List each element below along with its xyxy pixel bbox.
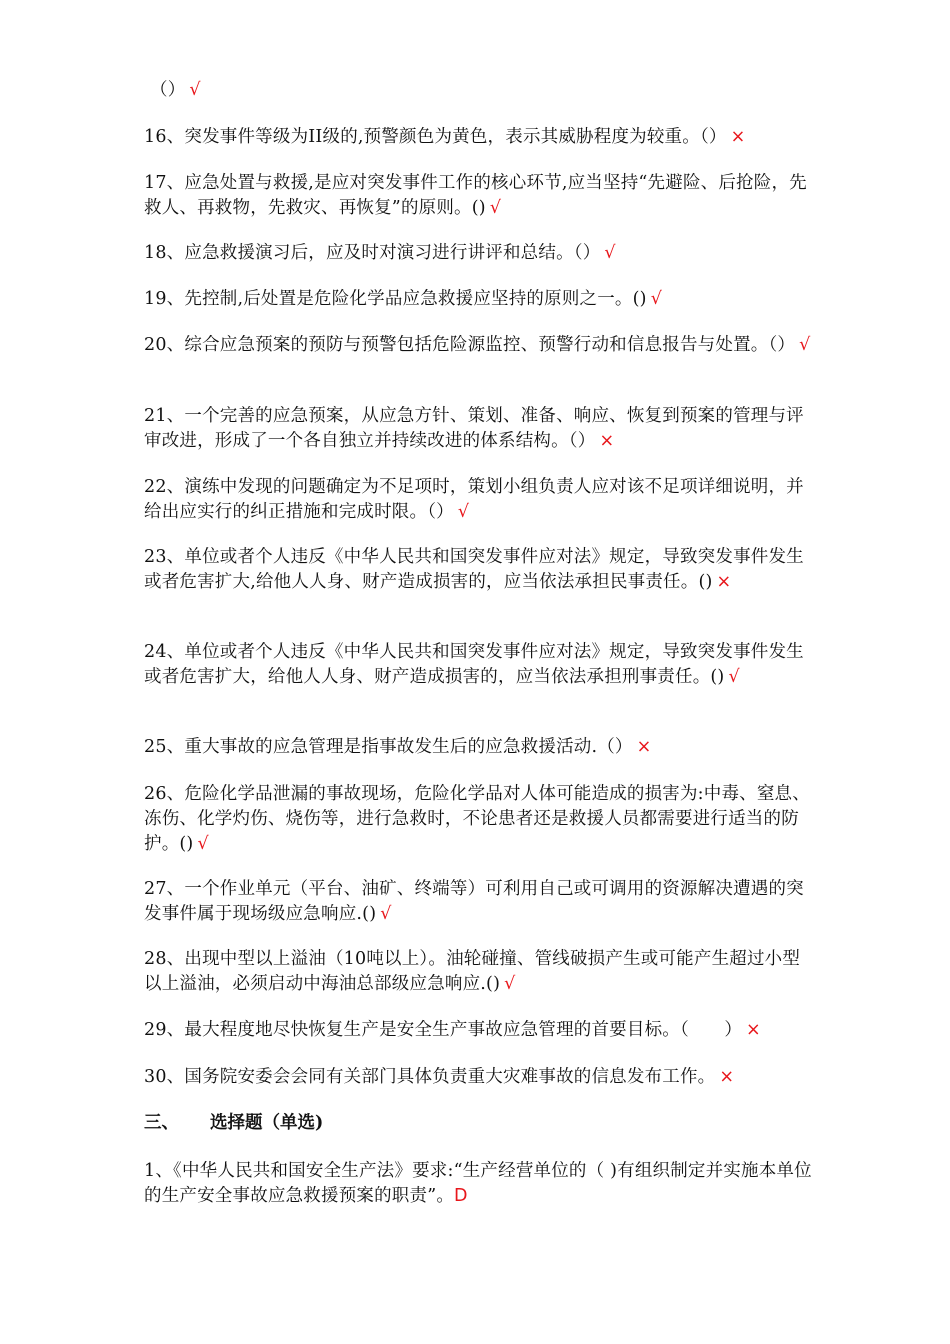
question-text: 16、突发事件等级为II级的,预警颜色为黄色，表示其威胁程度为较重。（） bbox=[144, 127, 727, 147]
question-30 bbox=[144, 1065, 734, 1090]
question-24 bbox=[144, 640, 819, 690]
answer-mark: √ bbox=[504, 974, 516, 994]
question-text: 27、一个作业单元（平台、油矿、终端等）可利用自己或可调用的资源解决遭遇的突发事件属于现场级应急响应.() bbox=[144, 879, 804, 924]
question-28 bbox=[144, 947, 814, 997]
answer-mark: × bbox=[746, 1020, 761, 1040]
question-17 bbox=[144, 171, 814, 221]
answer-mark: √ bbox=[457, 502, 470, 522]
answer-mark: √ bbox=[189, 80, 201, 100]
question-20 bbox=[144, 333, 824, 358]
question-23 bbox=[144, 545, 814, 595]
answer-mark: × bbox=[636, 737, 652, 757]
question-26 bbox=[144, 782, 814, 857]
answer-mark: √ bbox=[650, 289, 663, 309]
question-text: 20、综合应急预案的预防与预警包括危险源监控、预警行动和信息报告与处置。（） bbox=[144, 335, 796, 355]
question-text: 30、国务院安委会会同有关部门具体负责重大灾难事故的信息发布工作。 bbox=[144, 1067, 716, 1087]
answer-mark: × bbox=[599, 431, 615, 451]
answer-mark: √ bbox=[380, 904, 392, 924]
question-21 bbox=[144, 404, 814, 454]
question-27 bbox=[144, 877, 814, 927]
answer-mark: √ bbox=[799, 335, 811, 355]
answer-mark: √ bbox=[489, 198, 502, 218]
question-16 bbox=[144, 125, 745, 150]
question-text: 24、单位或者个人违反《中华人民共和国突发事件应对法》规定，导致突发事件发生或者危害扩大，给他人人身、财产造成损害的，应当依法承担刑事责任。() bbox=[144, 642, 804, 687]
question-19 bbox=[144, 287, 662, 312]
answer-mark: × bbox=[730, 127, 746, 147]
question-text: 21、一个完善的应急预案，从应急方针、策划、准备、响应、恢复到预案的管理与评审改进，形成了一个各自独立并持续改进的体系结构。（） bbox=[144, 406, 804, 451]
choice-question-1 bbox=[144, 1159, 814, 1209]
answer-mark: × bbox=[719, 1067, 735, 1087]
question-text: 25、重大事故的应急管理是指事故发生后的应急救援活动.（） bbox=[144, 737, 633, 757]
question-text: 17、应急处置与救援,是应对突发事件工作的核心环节,应当坚持“先避险、后抢险，先救人、再救物，先救灾、再恢复”的原则。() bbox=[144, 173, 807, 218]
answer-mark: × bbox=[716, 572, 732, 592]
section-heading bbox=[144, 1111, 323, 1136]
question-text: 28、出现中型以上溢油（10吨以上）。油轮碰撞、管线破损产生或可能产生超过小型以上溢油，必须启动中海油总部级应急响应.() bbox=[144, 949, 801, 994]
question-text: 19、先控制,后处置是危险化学品应急救援应坚持的原则之一。() bbox=[144, 289, 647, 309]
question-text: 26、危险化学品泄漏的事故现场，危险化学品对人体可能造成的损害为:中毒、窒息、冻伤、化学灼伤、烧伤等，进行急救时，不论患者还是救援人员都需要进行适当的防护。() bbox=[144, 784, 810, 854]
answer-mark: √ bbox=[604, 243, 616, 263]
question-text: 18、应急救援演习后，应及时对演习进行讲评和总结。（） bbox=[144, 243, 601, 263]
answer-mark: √ bbox=[197, 834, 209, 854]
question-text: 1、《中华人民共和国安全生产法》要求:“生产经营单位的（ )有组织制定并实施本单位的生产安全事故应急救援预案的职责”。 bbox=[144, 1161, 812, 1206]
answer-mark: D bbox=[454, 1186, 468, 1206]
question-25 bbox=[144, 735, 652, 760]
answer-mark: √ bbox=[728, 667, 740, 687]
question-22 bbox=[144, 475, 814, 525]
question-text: 22、演练中发现的问题确定为不足项时，策划小组负责人应对该不足项详细说明，并给出应实行的纠正措施和完成时限。（） bbox=[144, 477, 804, 522]
question-text: 23、单位或者个人违反《中华人民共和国突发事件应对法》规定，导致突发事件发生或者危害扩大,给他人人身、财产造成损害的，应当依法承担民事责任。() bbox=[144, 547, 804, 592]
question-15-tail bbox=[150, 78, 201, 103]
section-title: 选择题（单选) bbox=[210, 1113, 324, 1133]
section-number: 三、 bbox=[144, 1113, 179, 1133]
question-18 bbox=[144, 241, 616, 266]
question-text: （） bbox=[150, 80, 186, 100]
question-29 bbox=[144, 1018, 761, 1043]
question-text: 29、最大程度地尽快恢复生产是安全生产事故应急管理的首要目标。（ ） bbox=[144, 1020, 743, 1040]
